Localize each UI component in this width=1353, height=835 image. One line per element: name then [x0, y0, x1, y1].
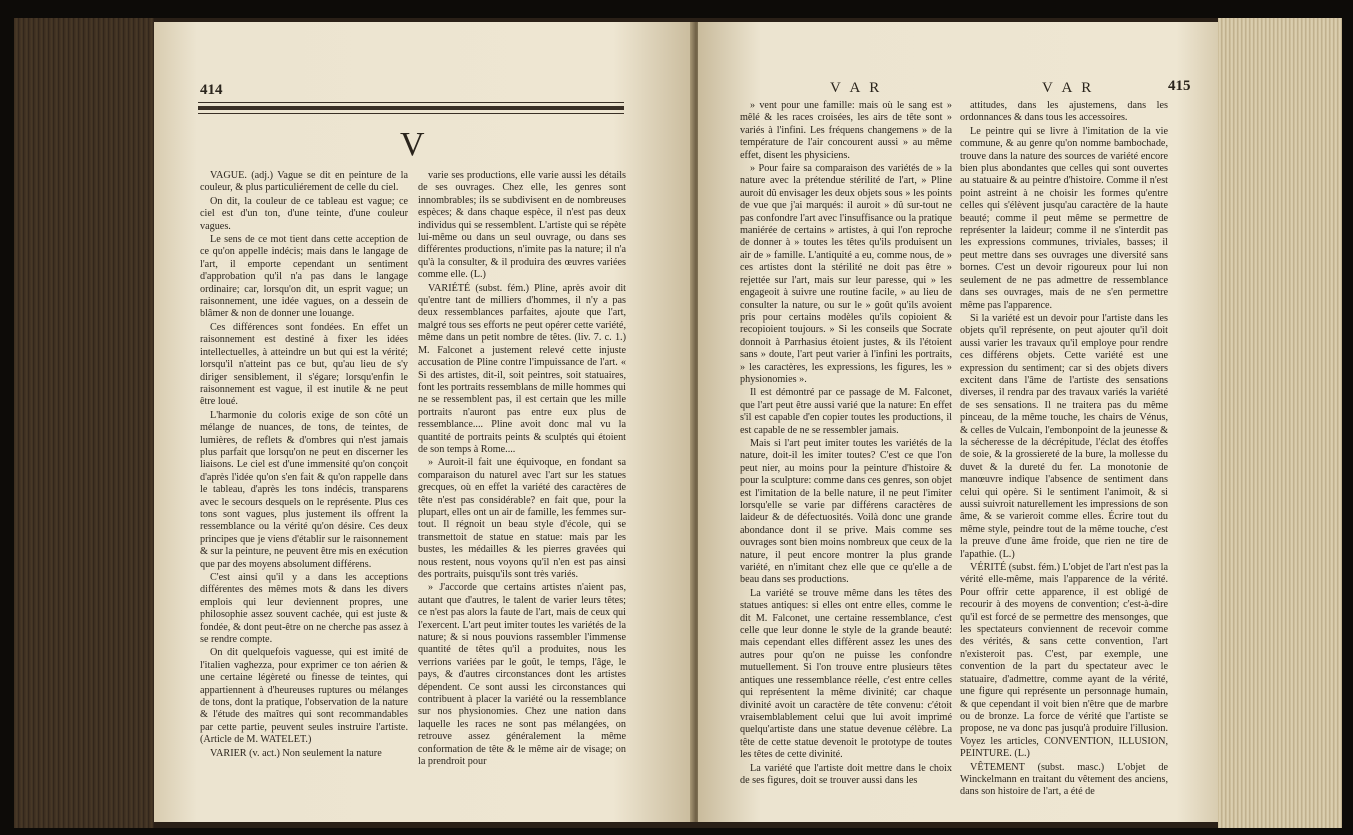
paragraph: On dit, la couleur de ce tableau est vague; ce ciel est d'un ton, d'une teinte, d'une couleur vagues. [200, 195, 408, 232]
paragraph: VÉRITÉ (subst. fém.) L'objet de l'art n'est pas la vérité elle-même, mais l'apparence de la vérité. Pour offrir cette apparence, il est obligé de recourir à des moyens de convention; c'est-à-dire qu'il est forcé de se permettre des mensonges, que les spectateurs conviennent de recevoir comme des vérités, & sans cette convention, l'art n'existeroit pas. C'est, par exemple, une convention de la part du spectateur avec le statuaire, d'admettre, comme ayant de la vérité, une figure qui représente un personnage humain, & que cependant il voit bien n'être que de marbre ou de bronze. La force de vérité que l'artiste se propose, ne va donc pas jusqu'à produire l'illusion. Voyez les articles, CONVENTION, ILLUSION, PEINTURE. (L.) [960, 562, 1168, 760]
paragraph: Si la variété est un devoir pour l'artiste dans les objets qu'il représente, on peut ajouter qu'il doit aussi varier les travaux qu'il employe pour rendre ces différens objets. Cette variété est une expression du sentiment; car si des objets divers excitent dans l'âme de l'artiste des sensations diverses, il rendra par des travaux variés la variété de ses sensations. Il ne traitera pas du même pinceau, de la même touche, les chairs de Vénus, & celles de Vulcain, l'embonpoint de la jeunesse & la sécheresse de la décrépitude, l'éclat des étoffes de soie, & la grossiereté de la bure, la mollesse du duvet & la dureté du fer. La monotonie de manœuvre indique l'absence de sentiment dans celui qui opère. Si le sentiment l'animoit, & si aussi suivroit naturellement les impressions de son âme, & se varieroit comme elles. Écrire tout du même style, peindre tout de la même touche, c'est la preuve d'une âme froide, que rien ne tire de l'apathie. (L.) [960, 312, 1168, 560]
paragraph: » J'accorde que certains artistes n'aient pas, autant que d'autres, le talent de varier leurs têtes; ce n'est pas alors la faute de l'art, mais de ceux qui l'exercent. L'art peut imiter toutes les variétés de la nature; & si nous pouvions rassembler l'immense quantité de têtes qu'il a produites, nous les verrions variées par le goût, le temps, l'âge, le pays, & d'autres circonstances dont les artistes dépendent. Ce sont aussi les circonstances qui contribuent à placer la variété ou la ressemblance sur nos physionomies. Chez une nation dans laquelle les races ne sont pas mélangées, on retrouve assez généralement la même conformation de tête & le même air de visage; on la prendroit pour [418, 582, 626, 768]
paragraph: La variété que l'artiste doit mettre dans le choix de ses figures, doit se trouver aussi dans les [740, 762, 952, 786]
paragraph: Mais si l'art peut imiter toutes les variétés de la nature, doit-il les imiter toutes? C'est ce que l'on peut nier, au moins pour la peinture d'histoire & pour la sculpture: comme dans ces genres, son objet est l'imitation de la belle nature, il ne peut l'imiter lorsqu'elle se varie par différens caractères de laideur & de défectuosités. Voilà donc une grande abondance dont il se prive. Mais comme ses ouvrages sont bien moins nombreux que ceux de la nature, il peut encore montrer la plus grande variété, en n'imitant chez elle que ce qu'elle a de beau dans ses productions. [740, 437, 952, 586]
paragraph: » Pour faire sa comparaison des variétés de » la nature avec la prétendue stérilité de l'art, » Pline auroit dû envisager les deux objets sous » les points de vue que j'ai marqués: il auroit » dû sur-tout ne pas confondre l'art avec l'insuffisance ou la pratique maniérée de certains » artistes, à qui l'on reproche de donner à » toutes les têtes qu'ils produisent un air de » famille. L'antiquité a eu, comme nous, de » ces artistes dont la stérilité ne doit pas être » rejettée sur l'art, mais sur leur paresse, qui » les engageoit à suivre une routine facile, » au lieu de consulter la nature, ou sur le » goût qu'ils avoient pris pour certains modèles qu'ils copioient & recopioient toujours. » Si les conseils que Socrate donnoit à Parrhasius étoient justes, & ils l'étoient sans » doute, l'art peut varier à l'infini les portraits, » les caractères, les expressions, les figures, les » physionomies ». [740, 163, 952, 385]
running-head-left: V A R [830, 80, 883, 96]
page-number-right: 415 [1168, 78, 1191, 94]
paragraph: Le peintre qui se livre à l'imitation de la vie commune, & au genre qu'on nomme bambochade, trouve dans la nature des sources de variété encore bien plus abondantes que celles qui sont ouvertes au statuaire & au peintre d'histoire. Comme il n'est point astreint à ne choisir les formes qu'entre celles qui s'élèvent jusqu'au caractère de la haute beauté; comme il peut même se permettre de représenter la laideur; comme il ne s'interdit pas les expressions communes, triviales, basses; il peut mettre dans ses ouvrages une diversité sans bornes. C'est un devoir rigoureux pour lui non seulement de ne pas admettre de ressemblance dans ses ouvrages, mais de ne s'en permettre même pas l'apparence. [960, 125, 1168, 311]
header-rule-thick [198, 106, 624, 110]
page-edges-right [1218, 18, 1342, 828]
paragraph: La variété se trouve même dans les têtes des statues antiques: si elles ont entre elles, comme le dit M. Falconet, une certaine ressemblance, c'est celle que leur donne le style de la grande beauté: mais cependant elles diffèrent assez les unes des autres pour qu'on ne puisse les confondre mutuellement. Si l'on trouve entre plusieurs têtes antiques une ressemblance réelle, c'est entre celles qui représentent la même divinité; car chaque divinité avoit un caractère de tête convenu: c'étoit vraisemblablement celui que lui avoit imprimé quelqu'artiste dans une statue devenue célèbre. La tête de cette statue devenoit le prototype de toutes les têtes de cette divinité. [740, 587, 952, 761]
paragraph: Il est démontré par ce passage de M. Falconet, que l'art peut être aussi varié que la nature: En effet s'il est capable d'en copier toutes les productions, il est capable de ne se ressembler jamais. [740, 387, 952, 436]
paragraph: » Auroit-il fait une équivoque, en fondant sa comparaison du naturel avec l'art sur les statues grecques, où en effet la variété des caractères de tête n'est pas considérable? en fait que, pour la plupart, elles ont un air de famille, les femmes sur-tout. Il régnoit un beau style d'école, qui se transmettoit de statue en statue: mais par les bustes, les médailles & les pierres gravées qui nous restent, nous voyons qu'il n'en est pas ainsi des portraits, puisqu'ils sont très variés. [418, 457, 626, 580]
paragraph: C'est ainsi qu'il y a dans les acceptions différentes des mêmes mots & dans les divers emplois qui leur deviennent propres, une philosophie assez souvent cachée, qui est juste & fondée, & dont peut-être on ne cherche pas assez à se rendre compte. [200, 572, 408, 646]
paragraph: varie ses productions, elle varie aussi les détails de ses ouvrages. Chez elle, les genres sont innombrables; ils se subdivisent en de nombreuses espèces; & dans chaque espèce, il n'est pas deux individus qui se ressemblent. L'artiste qui se répète lui-même ou dans un seul ouvrage, ou dans ses différentes productions, n'imite pas la nature; il n'a qu'à la consulter, & il produira des œuvres variées comme elle. (L.) [418, 170, 626, 281]
header-rule [198, 113, 624, 114]
paragraph: Ces différences sont fondées. En effet un raisonnement est destiné à fixer les idées intellectuelles, à atteindre un but qui est la vérité; lorsqu'il n'atteint pas ce but, qu'au lieu de s'y diriger sensiblement, il s'égare; lorsqu'enfin le raisonnement est vague, il est inutile & ne peut être loué. [200, 321, 408, 408]
paragraph: On dit quelquefois vaguesse, qui est imité de l'italien vaghezza, pour exprimer ce ton aérien & une certaine légèreté ou finesse de teintes, qui appartiennent à d'heureuses ruptures ou mélanges de tons, dont la pratique, l'observation de la nature & l'étude des maîtres qui sont recommandables par cette partie, peuvent seules instruire l'artiste. (Article de M. WATELET.) [200, 647, 408, 746]
right-page [698, 22, 1218, 822]
section-letter: V [400, 126, 426, 163]
page-number-left: 414 [200, 82, 223, 98]
left-page [154, 22, 694, 822]
paragraph: attitudes, dans les ajustemens, dans les ordonnances & dans tous les accessoires. [960, 100, 1168, 124]
paragraph: VAGUE. (adj.) Vague se dit en peinture de la couleur, & plus particuliérement de celle du ciel. [200, 170, 408, 194]
header-rule [198, 102, 624, 103]
right-column-a [740, 100, 952, 818]
page-edges-left [14, 18, 154, 828]
left-column-b [418, 170, 626, 820]
open-book [14, 18, 1342, 828]
right-column-b [960, 100, 1168, 818]
left-column-a [200, 170, 408, 820]
paragraph: VARIÉTÉ (subst. fém.) Pline, après avoir dit qu'entre tant de milliers d'hommes, il n'y a pas deux ressemblances parfaites, ajoute que l'art, malgré tous ses efforts ne peut opérer cette variété, même dans un petit nombre de têtes. (liv. 7. c. 1.) M. Falconet a justement relevé cette injuste accusation de Pline contre l'impuissance de l'art. « Si des artistes, dit-il, soit peintres, soit statuaires, font les portraits ressemblans de mille hommes qui ne se ressemblent pas, il est certain que les mille portraits n'auront pas entre eux plus de ressemblance.... Pline avoit donc mal vu la quantité de portraits peints & sculptés qui étoient de son temps à Rome.... [418, 282, 626, 455]
paragraph: Le sens de ce mot tient dans cette acception de ce qu'on appelle indécis; mais dans le langage de l'art, il emporte cependant un sentiment d'approbation qu'il n'a pas dans le langage ordinaire; car, lorsqu'on dit, un esprit vague; un raisonnement, une idée vagues, on a dessein de blâmer & non de donner une louange. [200, 234, 408, 320]
paragraph: VARIER (v. act.) Non seulement la nature [210, 747, 382, 759]
running-head-right: V A R [1042, 80, 1095, 96]
paragraph: VÊTEMENT (subst. masc.) L'objet de Winckelmann en traitant du vêtement des anciens, dans son histoire de l'art, a été de [960, 761, 1168, 798]
paragraph: » vent pour une famille: mais où le sang est » mêlé & les races croisées, les airs de tête sont » variés à l'infini. Les fréquens changemens » de la température de l'air concourent aussi » au même effet, disent les physiciens. [740, 100, 952, 161]
paragraph: L'harmonie du coloris exige de son côté un mélange de nuances, de tons, de teintes, de lumières, de reflets & d'ombres qui n'est jamais plus parfait que lorsqu'on ne peut en discerner les liaisons. Le ciel est d'une immensité qu'on conçoit d'après l'idée qu'on s'en fait & qu'on rappelle dans le tableau, d'après les tons indécis, transparens avec le secours desquels on le représente. Plus ces tons sont vagues, plus justement ils offrent la ressemblance ou la vérité qu'on désire. Ces deux principes que je viens d'établir sur le raisonnement & sur la peinture, ne peuvent être mis en exécution que par des moyens absolument différens. [200, 409, 408, 570]
